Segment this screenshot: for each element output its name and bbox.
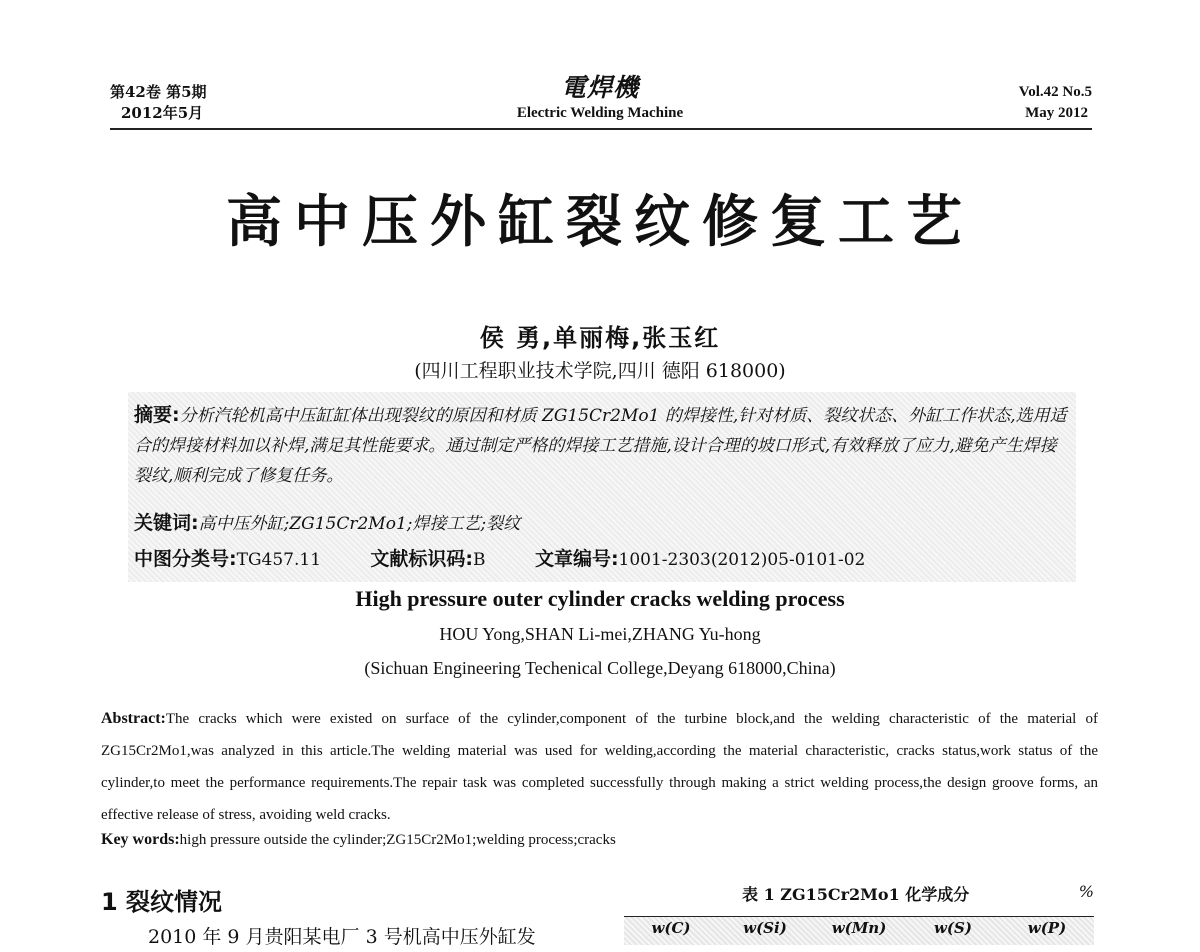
clc-label: 中图分类号: [134,548,237,570]
doc-code-value: B [473,550,486,570]
table-header-row [624,916,1094,945]
authors: 侯 勇,单丽梅,张玉红 [479,324,721,352]
date-en: May 2012 [1025,105,1088,121]
table-caption [624,882,1094,905]
table-caption-text: 表 1 ZG15Cr2Mo1 化学成分 [742,885,970,904]
english-keywords [101,831,616,849]
article-no-value: 1001-2303(2012)05-0101-02 [618,550,866,570]
abstract-cn-text: 分析汽轮机高中压缸缸体出现裂纹的原因和材质 ZG15Cr2Mo1 的焊接性,针对材质、裂纹状态、外缸工作状态,选用适合的焊接材料加以补焊,满足其性能要求。通过制定严格的焊接工艺措施,设计合理的坡口形式,有效释放了应力,避免产生焊接裂纹,顺利完成了修复任务。 [134,406,1067,486]
journal-name-en: Electric Welding Machine [516,105,684,121]
volume-issue-cn: 第42卷 第5期 [110,83,207,101]
english-abstract [101,703,1098,831]
table-header-cell: w(P) [1027,919,1067,937]
doc-code-label: 文献标识码: [370,548,474,570]
date-cn: 2012年5月 [121,104,204,122]
article-no-label: 文章编号: [534,548,619,570]
section-heading: 1 裂纹情况 [101,888,223,916]
volume-issue-en: Vol.42 No.5 [1018,84,1092,100]
header-rule [110,128,1092,130]
paper-title: 高中压外缸裂纹修复工艺 [226,190,974,255]
table-header-cell: w(Mn) [831,919,887,937]
journal-logo: 電焊機 [560,73,639,102]
table-header-cell: w(C) [651,919,691,937]
table-unit: % [1078,882,1094,901]
keywords-cn-label: 关键词: [134,512,199,534]
english-title: High pressure outer cylinder cracks welding process [355,586,845,611]
abstract-cn-label: 摘要: [134,404,180,426]
classification-line [134,544,1070,571]
affiliation: (四川工程职业技术学院,四川 德阳 618000) [414,360,786,382]
english-authors: HOU Yong,SHAN Li-mei,ZHANG Yu-hong [439,624,761,644]
body-text: 2010 年 9 月贵阳某电厂 3 号机高中压外缸发 [148,926,536,948]
english-abstract-label: Abstract: [101,710,166,727]
table-header-cell: w(S) [934,919,972,937]
english-affiliation: (Sichuan Engineering Techenical College,Deyang 618000,China) [364,658,836,678]
table-header-cell: w(Si) [743,919,787,937]
keywords-cn-text: 高中压外缸;ZG15Cr2Mo1;焊接工艺;裂纹 [198,514,521,534]
english-keywords-text: high pressure outside the cylinder;ZG15Cr2Mo1;welding process;cracks [179,832,616,848]
english-keywords-label: Key words: [101,831,180,848]
english-abstract-text: The cracks which were existed on surface of the cylinder,component of the turbine block,and the welding characteristic of the material of ZG15Cr2Mo1,was analyzed in this article.The welding material was used for welding,according the material characteristic, cracks status,work status of the cylinder,to meet the performance requirements.The repair task was completed successfully through making a strict welding process,the design groove forms, an effective release of stress, avoiding weld cracks. [101,711,1098,823]
abstract-cn [134,400,1070,491]
keywords-cn [134,508,520,535]
clc-value: TG457.11 [236,550,322,570]
